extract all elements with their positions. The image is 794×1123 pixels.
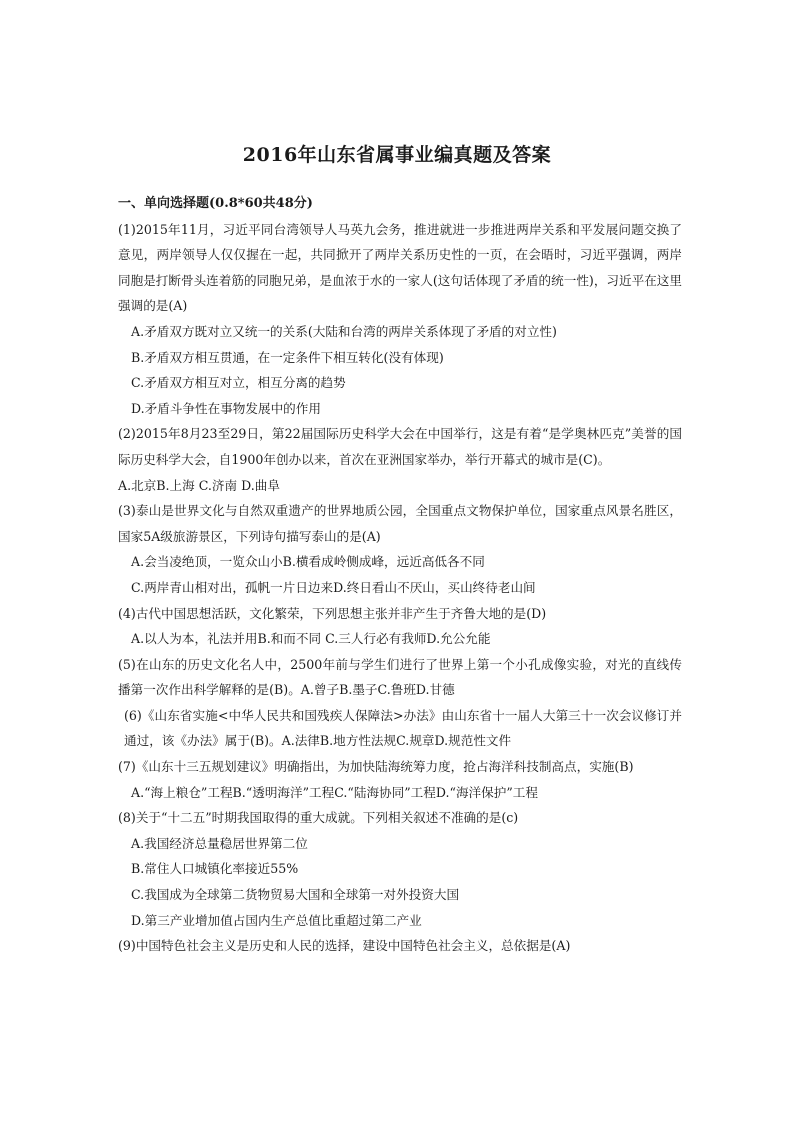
question-1-option-a: A.矛盾双方既对立又统一的关系(大陆和台湾的两岸关系体现了矛盾的对立性): [131, 323, 557, 339]
question-2: (2)2015年8月23至29日，第22届国际历史科学大会在中国举行，这是有着“是学奥林匹克”美誉的国际历史科学大会，自1900年创办以来，首次在亚洲国家举办，举行开幕式的城市是(C)。: [118, 426, 682, 467]
question-1-option-b: B.矛盾双方相互贯通，在一定条件下相互转化(没有体现): [131, 349, 444, 365]
page-title: 2016年山东省属事业编真题及答案: [242, 144, 552, 166]
question-8-option-c: C.我国成为全球第二货物贸易大国和全球第一对外投资大国: [131, 887, 460, 903]
section-heading: 一、单向选择题(0.8*60共48分): [118, 196, 313, 211]
question-7: (7)《山东十三五规划建议》明确指出，为加快陆海统筹力度，抢占海洋科技制高点，实施(B): [118, 759, 634, 775]
question-8-option-a: A.我国经济总量稳居世界第二位: [131, 835, 308, 851]
question-3-options-ab: A.会当凌绝顶，一览众山小B.横看成岭侧成峰，远近高低各不同: [131, 554, 485, 570]
question-4: (4)古代中国思想活跃，文化繁荣，下列思想主张并非产生于齐鲁大地的是(D): [118, 605, 547, 621]
question-1: (1)2015年11月，习近平同台湾领导人马英九会务，推进就进一步推进两岸关系和平发展问题交换了意见，两岸领导人仅仅握在一起，共同掀开了两岸关系历史性的一页，在会晤时，习近平强调，两岸同胞是打断骨头连着筋的同胞兄弟，是血浓于水的一家人(这句话体现了矛盾的统一性)，习近平在这里强调的是(A): [118, 221, 682, 314]
question-2-options: A.北京B.上海 C.济南 D.曲阜: [118, 477, 280, 493]
question-8-option-d: D.第三产业增加值占国内生产总值比重超过第二产业: [131, 912, 422, 928]
question-9: (9)中国特色社会主义是历史和人民的选择，建设中国特色社会主义，总依据是(A): [118, 938, 571, 954]
question-4-options: A.以人为本，礼法并用B.和而不同 C.三人行必有我师D.允公允能: [131, 631, 491, 647]
document-body: [118, 191, 682, 959]
question-8: (8)关于“十二五”时期我国取得的重大成就。下列相关叙述不准确的是(c): [118, 810, 519, 826]
question-6: (6)《山东省实施<中华人民共和国残疾人保障法>办法》由山东省十一届人大第三十一次会议修订并通过，该《办法》属于(B)。A.法律B.地方性法规C.规章D.规范性文件: [124, 707, 682, 749]
question-3: (3)泰山是世界文化与自然双重遗产的世界地质公园，全国重点文物保护单位，国家重点风景名胜区，国家5A级旅游景区，下列诗句描写泰山的是(A): [118, 503, 682, 544]
question-3-options-cd: C.两岸青山相对出，孤帆一片日边来D.终日看山不厌山，买山终待老山间: [131, 579, 536, 595]
question-5: (5)在山东的历史文化名人中，2500年前与学生们进行了世界上第一个小孔成像实验，对光的直线传播第一次作出科学解释的是(B)。A.曾子B.墨子C.鲁班D.甘德: [118, 656, 682, 698]
question-8-option-b: B.常住人口城镇化率接近55%: [131, 861, 299, 877]
question-1-option-c: C.矛盾双方相互对立，相互分离的趋势: [131, 375, 346, 391]
question-1-option-d: D.矛盾斗争性在事物发展中的作用: [131, 400, 321, 416]
question-7-options: A.“海上粮仓”工程B.“透明海洋”工程C.“陆海协同”工程D.“海洋保护”工程: [131, 784, 538, 800]
